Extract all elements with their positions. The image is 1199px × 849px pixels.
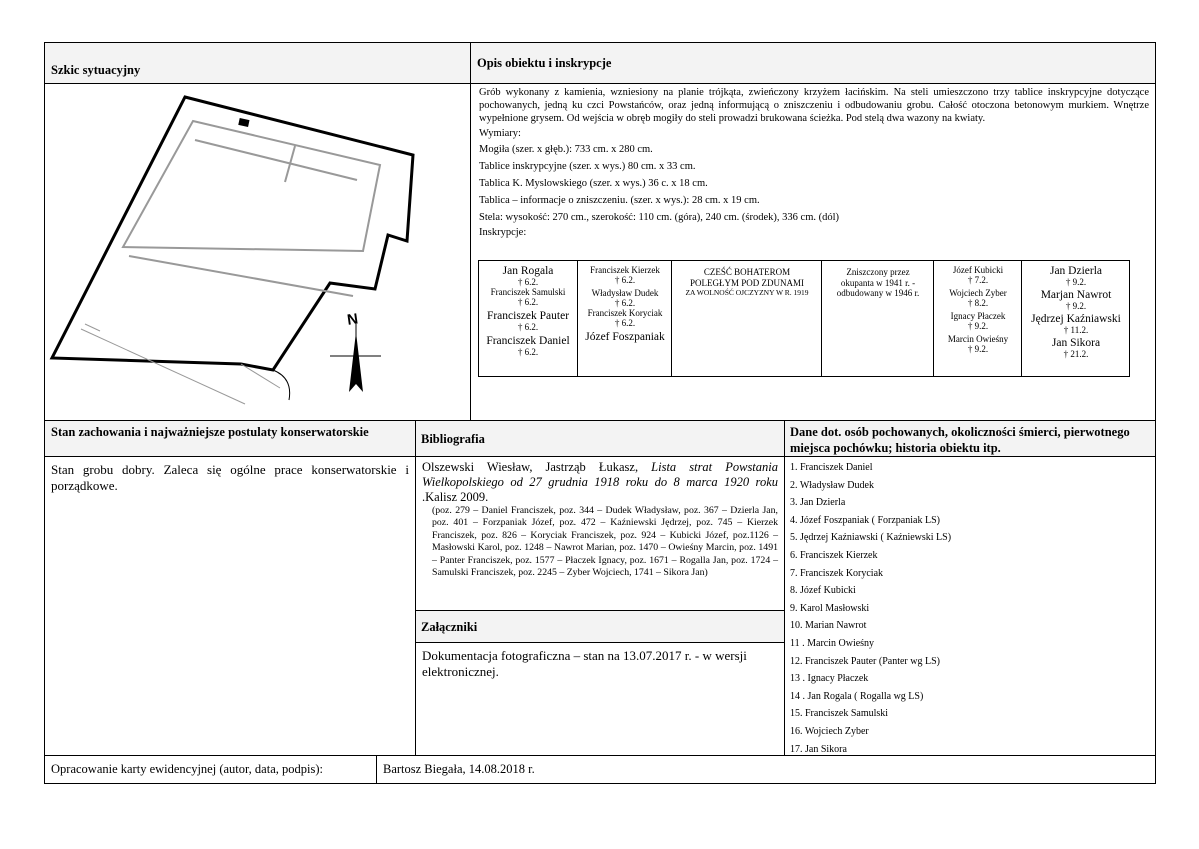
inscription-text: Franciszek Pauter [486, 310, 570, 322]
inscription-col-6 [1021, 261, 1130, 376]
inscription-text: Władysław Dudek [591, 288, 659, 298]
inscription-text: Franciszek Samulski [490, 287, 566, 297]
list-item: 13 . Ignacy Płaczek [790, 673, 869, 685]
biblio-entry [422, 460, 778, 579]
object-cell [470, 83, 1156, 421]
state-header [44, 420, 416, 457]
inscription-text: Ignacy Płaczek [950, 311, 1006, 321]
state-cell [44, 456, 416, 756]
dimension-item: Tablica K. Myslowskiego (szer. x wys.) 36 c. x 18 cm. [479, 178, 708, 189]
biblio-positions: (poz. 279 – Daniel Franciszek, poz. 344 – Dudek Władysław, poz. 367 – Dzierla Jan, poz. 401 – Forzpaniak Józef, poz. 472 – Kaźniewski Jędrzej, poz. 745 – Kierzek Franciszek, poz. 826 – Koryciak Franciszek, poz. 924 – Kubicki Józef, poz.1126 – Masłowski Karol, poz. 1248 – Nawrot Marian, poz. 1470 – Owieśny Marcin, poz. 1491 – Panter Franciszek, poz. 1577 – Płaczek Ignacy, poz. 1671 – Rogalla Jan, poz. 1724 – Samulski Franciszek, poz. 2245 – Zyber Wojciech, 1741 – Sikora Jan) [432, 505, 778, 579]
inscription-text: Marjan Nawrot [1040, 289, 1112, 301]
list-item: 16. Wojciech Zyber [790, 725, 869, 737]
inscription-text: Franciszek Koryciak [587, 308, 663, 318]
list-item: 7. Franciszek Koryciak [790, 567, 884, 579]
list-item: 1. Franciszek Daniel [790, 462, 873, 473]
list-item: 17. Jan Sikora [790, 743, 847, 755]
inscription-text: Marcin Owieśny [947, 334, 1009, 344]
list-item: 6. Franciszek Kierzek [790, 549, 878, 561]
attachments-text: Dokumentacja fotograficzna – stan na 13.07.2017 r. - w wersji elektronicznej. [422, 648, 747, 679]
dimensions-label: Wymiary: [479, 128, 521, 139]
inscription-text: † 6.2. [614, 318, 636, 328]
persons-header-label: Dane dot. osób pochowanych, okoliczności śmierci, pierwotnego miejsca pochówku; historia obiektu itp. [790, 425, 1130, 455]
stele-marker [238, 118, 249, 127]
inscription-text: † 6.2. [517, 277, 539, 287]
list-item: 14 . Jan Rogala ( Rogalla wg LS) [790, 690, 924, 702]
inscription-text: † 6.2. [517, 297, 539, 307]
biblio-title: Lista strat Powstania Wielkopolskiego od 27 grudnia 1918 roku do 8 marca 1920 roku [422, 460, 779, 489]
biblio-header [415, 420, 785, 457]
road-line-2 [85, 324, 100, 331]
road-line-1 [81, 329, 245, 404]
list-item: 5. Jędrzej Kaźniawski ( Kaźniewski LS) [790, 532, 952, 544]
biblio-header-label: Bibliografia [421, 432, 485, 446]
state-text: Stan grobu dobry. Zaleca się ogólne prace konserwatorskie i porządkowe. [51, 462, 409, 493]
inscription-text: Franciszek Kierzek [590, 265, 660, 275]
sketch-cell [44, 83, 471, 421]
path-line-3 [129, 256, 353, 296]
biblio-authors: Olszewski Wiesław, Jastrząb Łukasz, [422, 460, 639, 474]
footer-label-cell [44, 755, 377, 784]
inscription-text: † 6.2. [614, 298, 636, 308]
biblio-place: .Kalisz 2009. [422, 490, 489, 504]
inscription-text: Jan Rogala [502, 265, 554, 277]
list-item: 11 . Marcin Owieśny [790, 637, 875, 649]
inscription-col-3 [671, 261, 822, 376]
footer-value: Bartosz Biegała, 14.08.2018 r. [383, 762, 535, 776]
inscription-text: † 9.2. [1065, 301, 1087, 311]
inscription-text: CZEŚĆ BOHATEROM [703, 267, 791, 277]
dimension-item: Tablica – informacje o zniszczeniu. (szer. x wys.): 28 cm. x 19 cm. [479, 195, 760, 206]
attachments-header [415, 610, 785, 643]
inscription-text: POLEGŁYM POD ZDUNAMI [690, 277, 804, 288]
inscriptions-label: Inskrypcje: [479, 227, 527, 238]
inscription-text: Józef Kubicki [952, 265, 1004, 275]
list-item: 12. Franciszek Pauter (Panter wg LS) [790, 655, 940, 667]
persons-list [785, 459, 1155, 758]
inscription-text: † 9.2. [967, 321, 989, 331]
grave-outline [52, 97, 413, 370]
inscription-text: Jędrzej Kaźniawski [1031, 313, 1121, 325]
list-item: 8. Józef Kubicki [790, 585, 856, 597]
inscription-text: Franciszek Daniel [486, 335, 570, 347]
persons-header [784, 420, 1156, 457]
situational-sketch [45, 84, 470, 420]
inscription-col-1 [479, 261, 577, 376]
list-item: 15. Franciszek Samulski [790, 708, 889, 720]
inscription-text: ZA WOLNOŚĆ OJCZYZNY W R. 1919 [685, 288, 809, 297]
inscription-text: † 9.2. [967, 344, 989, 354]
list-item: 10. Marian Nawrot [790, 620, 867, 632]
inscription-table [478, 260, 1130, 377]
north-label: N [346, 310, 360, 329]
attachments-cell [415, 642, 785, 756]
inscription-text: Wojciech Zyber [949, 288, 1007, 298]
inscription-text: okupanta w 1941 r. - [840, 277, 916, 288]
inscription-col-4 [821, 261, 934, 376]
dimension-item: Tablice inskrypcyjne (szer. x wys.) 80 cm. x 33 cm. [479, 161, 696, 172]
inscription-text: † 21.2. [1063, 349, 1089, 359]
inscription-text: † 6.2. [517, 347, 539, 357]
inscription-text: † 9.2. [1065, 277, 1087, 287]
object-description: Grób wykonany z kamienia, wzniesiony na planie trójkąta, zwieńczony krzyżem łacińskim. Na steli umieszczono trzy tablice inskrypcyjne dotyczące pochowanych, jedną ku czci Powstańców, oraz jedną informującą o zniszczeniu i odbudowaniu grobu. Całość otoczona betonowym murkiem. Wnętrze wypełnione grysem. Od wejścia w obręb mogiły do steli prowadzi brukowana ścieżka. Pod stelą dwa wazony na kwiaty. [479, 87, 1149, 124]
inscription-text: Jan Dzierla [1049, 265, 1103, 277]
sketch-header-label: Szkic sytuacyjny [51, 63, 141, 77]
inscription-text: Józef Foszpaniak [585, 331, 665, 343]
object-header-label: Opis obiektu i inskrypcje [477, 56, 612, 70]
north-arrow-icon [349, 332, 363, 392]
persons-cell [784, 456, 1156, 756]
inscription-text: † 11.2. [1063, 325, 1089, 335]
sketch-header [44, 42, 471, 84]
inscription-text: † 8.2. [967, 298, 989, 308]
biblio-cell [415, 456, 785, 611]
footer-value-cell [376, 755, 1156, 784]
list-item: 2. Władysław Dudek [790, 479, 874, 491]
inscription-col-5 [933, 261, 1022, 376]
inscription-text: † 6.2. [614, 275, 636, 285]
inscription-text: Zniszczony przez [846, 267, 910, 277]
attachments-header-label: Załączniki [421, 620, 478, 634]
list-item: 3. Jan Dzierla [790, 497, 846, 509]
object-header [470, 42, 1156, 84]
inscription-text: Jan Sikora [1051, 337, 1101, 349]
inscription-text: odbudowany w 1946 r. [836, 288, 920, 298]
dimension-item: Stela: wysokość: 270 cm., szerokość: 110 cm. (góra), 240 cm. (środek), 336 cm. (dól) [479, 212, 840, 223]
dimension-item: Mogiła (szer. x głęb.): 733 cm. x 280 cm. [479, 144, 653, 155]
inscription-col-2 [577, 261, 672, 376]
path-line-1 [195, 140, 357, 180]
list-item: 4. Józef Foszpaniak ( Forzpaniak LS) [790, 514, 940, 526]
state-header-label: Stan zachowania i najważniejsze postulaty konserwatorskie [51, 425, 369, 439]
inscription-text: † 7.2. [967, 275, 989, 285]
list-item: 9. Karol Masłowski [790, 602, 870, 614]
footer-label: Opracowanie karty ewidencyjnej (autor, data, podpis): [51, 762, 323, 776]
inscription-text: † 6.2. [517, 322, 539, 332]
